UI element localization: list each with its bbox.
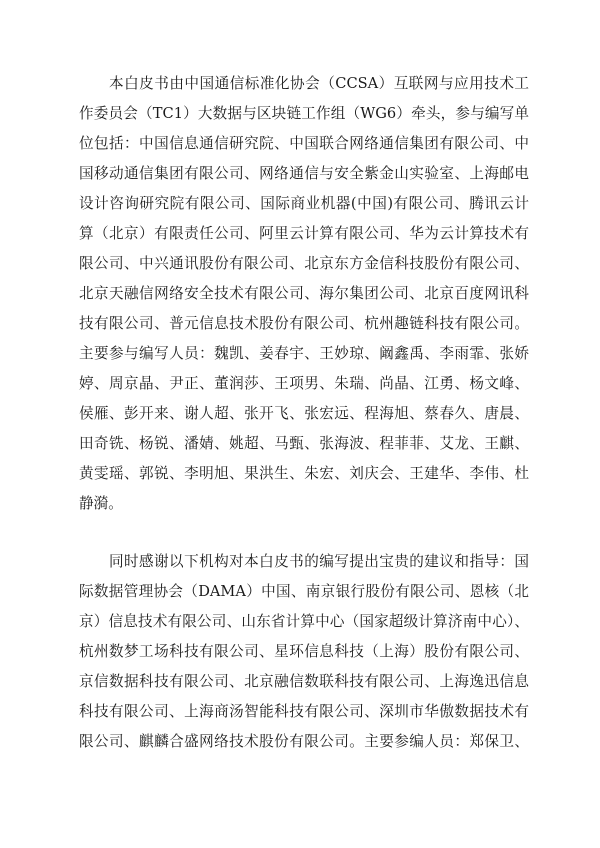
text-line: 静漪。 bbox=[79, 495, 123, 512]
text-line: 位包括：中国信息通信研究院、中国联合网络通信集团有限公司、中 bbox=[79, 135, 529, 152]
text-line: 田奇铣、杨锐、潘婧、姚超、马甄、张海波、程菲菲、艾龙、王麒、 bbox=[79, 435, 529, 452]
text-line: 杭州数梦工场科技有限公司、星环信息科技（上海）股份有限公司、 bbox=[79, 643, 529, 660]
text-line: 作委员会（TC1）大数据与区块链工作组（WG6）牵头，参与编写单 bbox=[79, 105, 529, 122]
text-line: 算（北京）有限责任公司、阿里云计算有限公司、华为云计算技术有 bbox=[79, 225, 529, 242]
text-line: 黄雯瑶、郭锐、李明旭、果洪生、朱宏、刘庆会、王建华、李伟、杜 bbox=[79, 465, 529, 482]
document-body bbox=[79, 69, 529, 757]
text-line: 本白皮书由中国通信标准化协会（CCSA）互联网与应用技术工 bbox=[109, 75, 529, 92]
text-line: 京）信息技术有限公司、山东省计算中心（国家超级计算济南中心）、 bbox=[79, 613, 529, 630]
text-line: 主要参与编写人员：魏凯、姜春宇、王妙琼、阚鑫禹、李雨霏、张娇 bbox=[79, 345, 529, 362]
text-line: 京信数据科技有限公司、北京融信数联科技有限公司、上海逸迅信息 bbox=[79, 673, 529, 690]
paragraph-gap bbox=[79, 519, 529, 547]
paragraph-acknowledgements bbox=[79, 547, 529, 757]
text-line: 限公司、中兴通讯股份有限公司、北京东方金信科技股份有限公司、 bbox=[79, 255, 529, 272]
text-line: 北京天融信网络安全技术有限公司、海尔集团公司、北京百度网讯科 bbox=[79, 285, 529, 302]
text-line: 国移动通信集团有限公司、网络通信与安全紫金山实验室、上海邮电 bbox=[79, 165, 529, 182]
text-line: 限公司、麒麟合盛网络技术股份有限公司。主要参编人员：郑保卫、 bbox=[79, 733, 529, 750]
text-line: 科技有限公司、上海商汤智能科技有限公司、深圳市华傲数据技术有 bbox=[79, 703, 529, 720]
paragraph-authors bbox=[79, 69, 529, 519]
text-line: 设计咨询研究院有限公司、国际商业机器(中国)有限公司、腾讯云计 bbox=[79, 195, 529, 212]
text-line: 侯雁、彭开来、谢人超、张开飞、张宏远、程海旭、蔡春久、唐晨、 bbox=[79, 405, 529, 422]
text-line: 技有限公司、普元信息技术股份有限公司、杭州趣链科技有限公司。 bbox=[79, 315, 529, 332]
text-line: 婷、周京晶、尹正、董润莎、王项男、朱瑞、尚晶、江勇、杨文峰、 bbox=[79, 375, 529, 392]
text-line: 际数据管理协会（DAMA）中国、南京银行股份有限公司、恩核（北 bbox=[79, 583, 529, 600]
text-line: 同时感谢以下机构对本白皮书的编写提出宝贵的建议和指导：国 bbox=[109, 553, 529, 570]
